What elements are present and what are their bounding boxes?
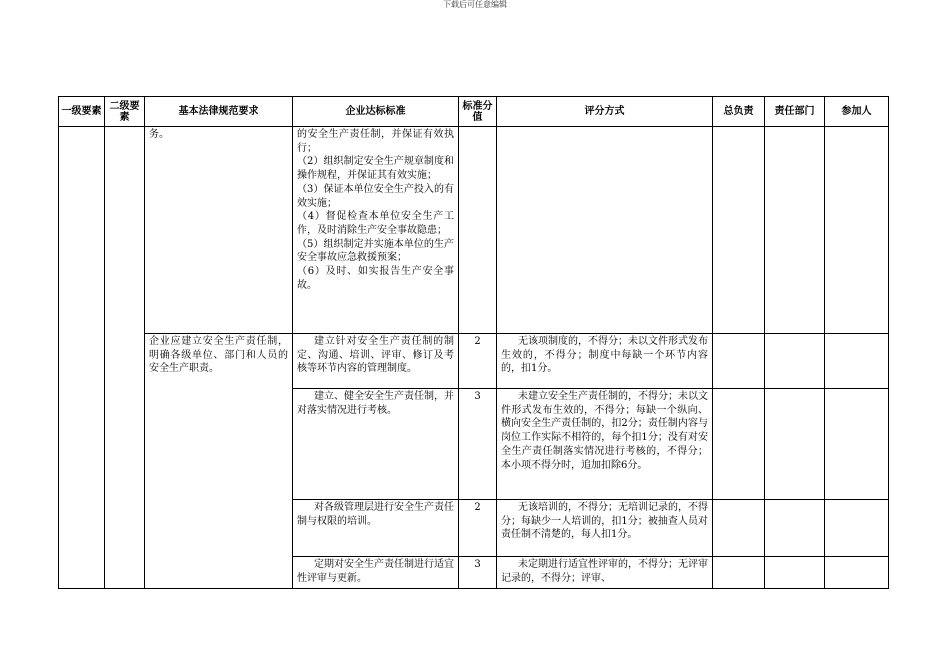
cell-dept xyxy=(765,557,825,589)
page-header-note: 下载后可任意编辑 xyxy=(443,0,507,9)
cell-dept xyxy=(765,389,825,500)
header-level1: 一级要素 xyxy=(59,97,105,127)
header-scoring-method: 评分方式 xyxy=(497,97,713,127)
header-responsible-dept: 责任部门 xyxy=(765,97,825,127)
cell-level2 xyxy=(105,127,145,589)
standard-line: （2）组织制定安全生产规章制度和操作规程，并保证其有效实施； xyxy=(297,156,454,182)
cell-participant xyxy=(825,127,889,334)
cell-chief xyxy=(713,557,765,589)
table-row xyxy=(59,334,889,389)
cell-score-empty xyxy=(459,127,497,334)
cell-standard: 建立、健全安全生产责任制，并对落实情况进行考核。 xyxy=(293,389,459,500)
standard-line: （6）及时、如实报告生产安全事故。 xyxy=(297,266,454,291)
cell-method: 未建立安全生产责任制的，不得分；未以文件形式发布生效的，不得分；每缺一个纵向、横向安全生产责任制的，扣2分；责任制内容与岗位工作实际不相符的，每个扣1分；没有对安全生产责任制落实情况进行考核的，不得分；本小项不得分时，追加扣除6分。 xyxy=(497,389,713,500)
cell-method: 无该项制度的，不得分；未以文件形式发布生效的，不得分；制度中每缺一个环节内容的，扣1分。 xyxy=(497,334,713,389)
cell-score: 2 xyxy=(459,500,497,557)
table-row xyxy=(59,127,889,334)
standard-line: 的安全生产责任制，并保证有效执行； xyxy=(297,129,454,154)
cell-participant xyxy=(825,557,889,589)
header-enterprise-standard: 企业达标标准 xyxy=(293,97,459,127)
cell-chief xyxy=(713,500,765,557)
standard-line: （4）督促检查本单位安全生产工作，及时消除生产安全事故隐患； xyxy=(297,211,454,236)
standard-line: （5）组织制定并实施本单位的生产安全事故应急救援预案； xyxy=(297,238,454,264)
cell-score: 3 xyxy=(459,557,497,589)
header-legal-requirements: 基本法律规范要求 xyxy=(145,97,293,127)
safety-standard-table xyxy=(58,96,889,589)
cell-chief xyxy=(713,334,765,389)
cell-participant xyxy=(825,389,889,500)
cell-standard: 对各级管理层进行安全生产责任制与权限的培训。 xyxy=(293,500,459,557)
cell-method: 无该培训的，不得分；无培训记录的，不得分；每缺少一人培训的，扣1分；被抽查人员对责任制不清楚的，每人扣1分。 xyxy=(497,500,713,557)
cell-method: 未定期进行适宜性评审的，不得分；无评审记录的，不得分；评审、 xyxy=(497,557,713,589)
table-header-row xyxy=(59,97,889,127)
cell-score: 3 xyxy=(459,389,497,500)
cell-legal-requirement: 企业应建立安全生产责任制，明确各级单位、部门和人员的安全生产职责。 xyxy=(145,334,293,589)
header-standard-score: 标准分值 xyxy=(459,97,497,127)
cell-participant xyxy=(825,334,889,389)
cell-dept xyxy=(765,334,825,389)
cell-standard: 建立针对安全生产责任制的制定、沟通、培训、评审、修订及考核等环节内容的管理制度。 xyxy=(293,334,459,389)
cell-standard-continued xyxy=(293,127,459,334)
cell-score: 2 xyxy=(459,334,497,389)
header-level2: 二级要素 xyxy=(105,97,145,127)
cell-dept xyxy=(765,127,825,334)
cell-legal-continued: 务。 xyxy=(145,127,293,334)
cell-participant xyxy=(825,500,889,557)
cell-chief xyxy=(713,127,765,334)
cell-level1 xyxy=(59,127,105,589)
cell-method-empty xyxy=(497,127,713,334)
standard-line: （3）保证本单位安全生产投入的有效实施； xyxy=(297,183,454,209)
cell-standard: 定期对安全生产责任制进行适宜性评审与更新。 xyxy=(293,557,459,589)
header-participants: 参加人 xyxy=(825,97,889,127)
header-chief-responsible: 总负责 xyxy=(713,97,765,127)
cell-chief xyxy=(713,389,765,500)
cell-dept xyxy=(765,500,825,557)
